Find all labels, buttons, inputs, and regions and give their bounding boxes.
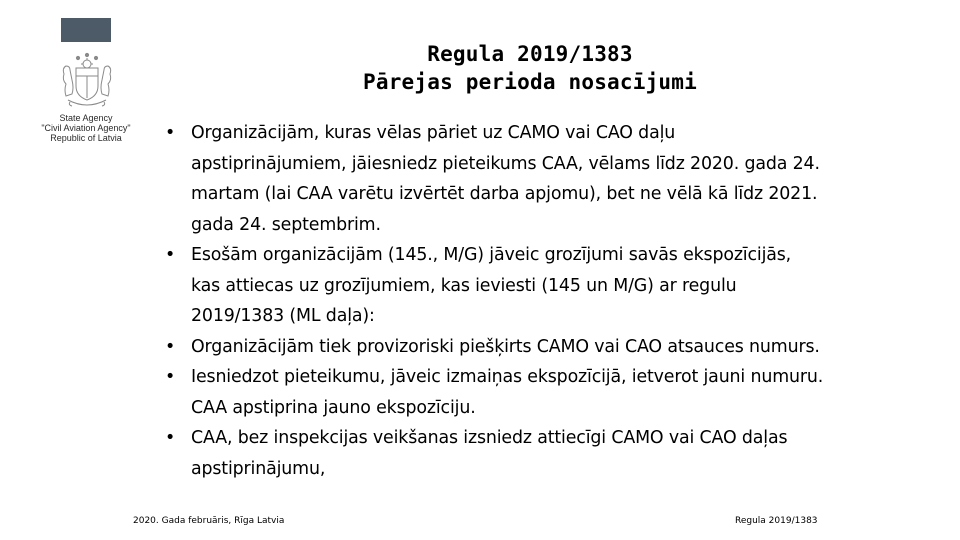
bullet-item — [165, 118, 925, 240]
bullet-marker: • — [165, 367, 176, 387]
slide-title — [320, 40, 740, 96]
header-color-bar — [61, 18, 111, 42]
bullet-text: Esošām organizācijām (145., M/G) jāveic grozījumi savās ekspozīcijās, kas attiecas uz grozījumiem, kas ieviesti (145 un M/G) ar regulu 2019/1383 (ML daļa): — [191, 245, 792, 326]
agency-name — [30, 113, 142, 143]
footer-date-location: 2020. Gada februāris, Rīga Latvia — [133, 516, 285, 526]
bullet-list — [165, 118, 925, 484]
bullet-text: Organizācijām, kuras vēlas pāriet uz CAMO vai CAO daļu apstiprinājumiem, jāiesniedz pieteikums CAA, vēlams līdz 2020. gada 24. martam (lai CAA varētu izvērtēt darba apjomu), bet ne vēlā kā līdz 2021. gada 24. septembrim. — [191, 123, 820, 235]
bullet-text: Organizācijām tiek provizoriski piešķirts CAMO vai CAO atsauces numurs. — [191, 336, 820, 357]
bullet-text: Iesniedzot pieteikumu, jāveic izmaiņas ekspozīcijā, ietverot jauni numuru. CAA apstiprina jauno ekspozīciju. — [191, 367, 824, 418]
bullet-item — [165, 423, 925, 484]
agency-line: Republic of Latvia — [50, 133, 122, 143]
slide-subtitle-line: Pārejas perioda nosacījumi — [363, 70, 697, 94]
bullet-marker: • — [165, 245, 176, 265]
bullet-text: CAA, bez inspekcijas veikšanas izsniedz attiecīgi CAMO vai CAO daļas apstiprinājumu, — [191, 428, 788, 479]
bullet-item — [165, 332, 925, 363]
bullet-marker: • — [165, 123, 176, 143]
latvia-coat-of-arms-icon — [56, 50, 118, 110]
bullet-item — [165, 240, 925, 332]
footer-regulation: Regula 2019/1383 — [735, 516, 818, 526]
agency-line: "Civil Aviation Agency" — [41, 123, 131, 133]
agency-line: State Agency — [59, 113, 113, 123]
bullet-marker: • — [165, 428, 176, 448]
bullet-marker: • — [165, 336, 176, 357]
bullet-item — [165, 362, 925, 423]
slide-title-line: Regula 2019/1383 — [427, 42, 633, 66]
